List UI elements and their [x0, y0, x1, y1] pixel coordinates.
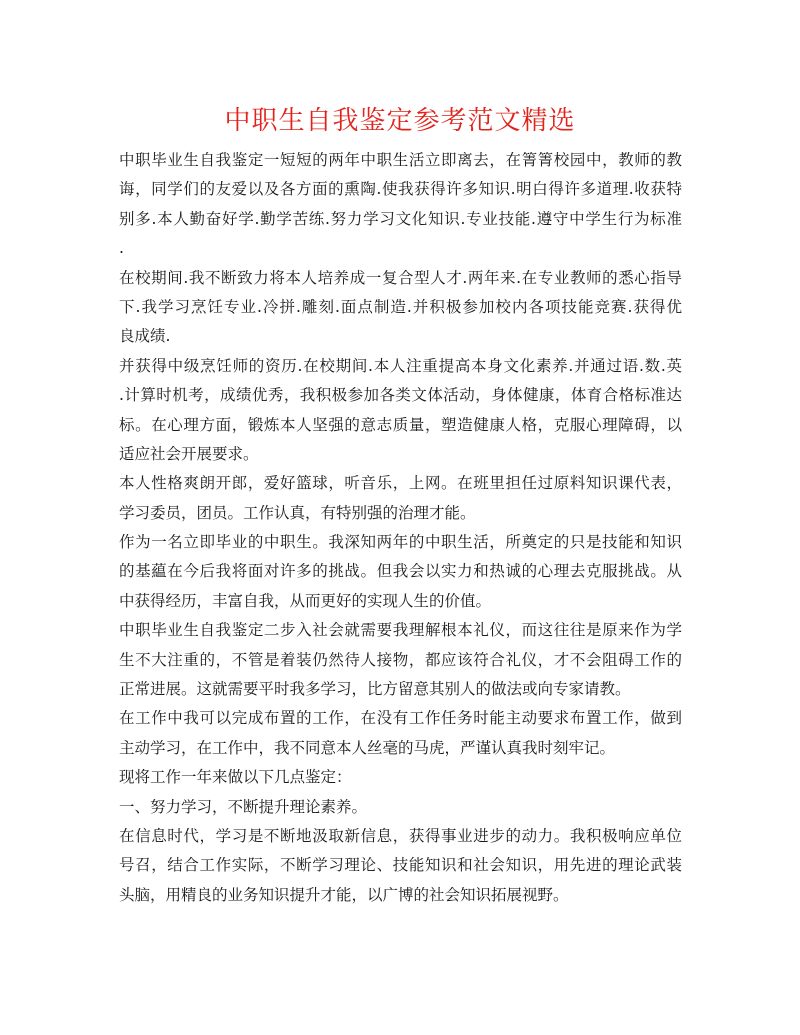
text-line: 在校期间.我不断致力将本人培养成一复合型人才.两年来.在专业教师的悉心指导: [119, 268, 682, 287]
text-line: .计算时机考，成绩优秀，我积极参加各类文体活动，身体健康，体育合格标准达: [119, 386, 682, 405]
text-line: 现将工作一年来做以下几点鉴定：: [119, 768, 352, 787]
text-line: 正常进展。这就需要平时我多学习，比方留意其别人的做法或向专家请教。: [119, 680, 631, 699]
text-line: 在工作中我可以完成布置的工作，在没有工作任务时能主动要求布置工作，做到: [119, 709, 682, 728]
text-line: 下.我学习烹饪专业.冷拼.雕刻.面点制造.并积极参加校内各项技能竞赛.获得优: [119, 297, 682, 316]
text-line: 本人性格爽朗开郎，爱好篮球，听音乐，上网。在班里担任过原料知识课代表，: [119, 474, 682, 493]
text-line: 诲，同学们的友爱以及各方面的熏陶.使我获得许多知识.明白得许多道理.收获特: [119, 180, 682, 199]
text-line: 标。在心理方面，锻炼本人坚强的意志质量，塑造健康人格，克服心理障碍，以: [119, 415, 682, 434]
text-line: 中职毕业生自我鉴定一短短的两年中职生活立即离去，在箐箐校园中，教师的教: [119, 151, 682, 169]
text-line: 生不大注重的，不管是着装仍然待人接物，都应该符合礼仪，才不会阻碍工作的: [119, 650, 682, 669]
text-line: 并获得中级烹饪师的资历.在校期间.本人注重提高本身文化素养.并通过语.数.英: [119, 356, 682, 375]
text-line: 号召，结合工作实际，不断学习理论、技能知识和社会知识，用先进的理论武装: [119, 856, 682, 875]
text-line: 作为一名立即毕业的中职生。我深知两年的中职生活，所奠定的只是技能和知识: [119, 533, 682, 552]
text-line: 在信息时代，学习是不断地汲取新信息，获得事业进步的动力。我积极响应单位: [119, 826, 682, 845]
text-line: 中职毕业生自我鉴定二步入社会就需要我理解根本礼仪，而这往往是原来作为学: [119, 621, 682, 640]
text-line: 一、努力学习，不断提升理论素养。: [119, 797, 368, 816]
document-title: 中职生自我鉴定参考范文精选: [224, 106, 576, 136]
text-line: .: [119, 239, 124, 258]
document-body: [119, 146, 682, 910]
text-line: 别多.本人勤奋好学.勤学苦练.努力学习文化知识.专业技能.遵守中学生行为标准: [119, 209, 682, 228]
text-line: 中获得经历，丰富自我，从而更好的实现人生的价值。: [119, 591, 492, 610]
text-line: 学习委员，团员。工作认真，有特别强的治理才能。: [119, 503, 476, 522]
text-line: 主动学习，在工作中，我不同意本人丝毫的马虎，严谨认真我时刻牢记。: [119, 738, 616, 757]
text-line: 适应社会开展要求。: [119, 444, 259, 463]
text-line: 的基藴在今后我将面对许多的挑战。但我会以实力和热诚的心理去克服挑战。从: [119, 562, 682, 581]
text-line: 良成绩.: [119, 327, 171, 346]
text-line: 头脑，用精良的业务知识提升才能，以广博的社会知识拓展视野。: [119, 885, 569, 904]
